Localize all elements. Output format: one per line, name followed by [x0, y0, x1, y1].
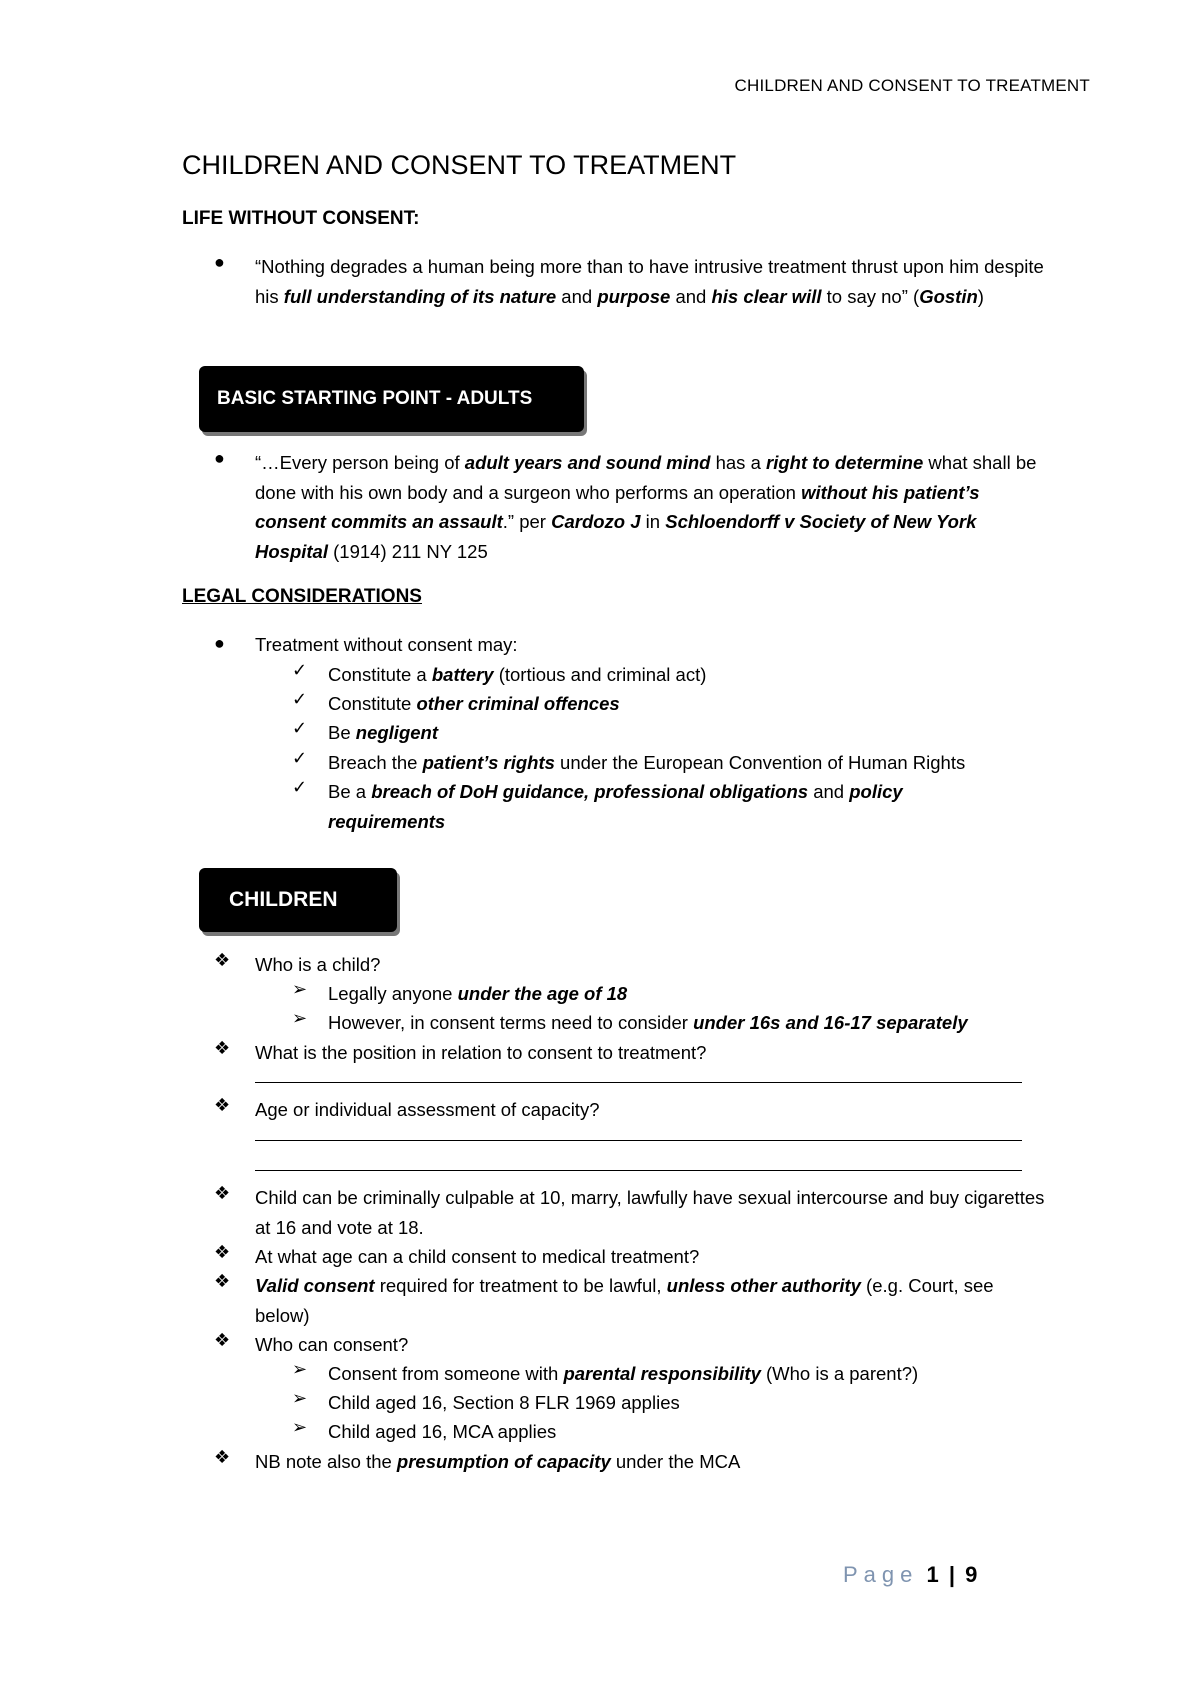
arrow-bullet-icon: ➢ [292, 1417, 308, 1437]
answer-line [255, 1170, 1022, 1171]
diamond-bullet-icon: ❖ [214, 1242, 231, 1262]
cardozo-quote: “…Every person being of adult years and sound mind has a right to determine what shall be done with his own body and a surgeon who performs an operation without his patient’s consent commits an assault.” per Cardozo J in Schloendorff v Society of New York Hospital (1914) 211 NY 125 [255, 452, 1037, 562]
page-label: Page [843, 1562, 919, 1587]
page-title: CHILDREN AND CONSENT TO TREATMENT [182, 150, 737, 180]
children-parental-responsibility: Consent from someone with parental responsibility (Who is a parent?) [328, 1363, 919, 1384]
arrow-bullet-icon: ➢ [292, 1388, 308, 1408]
diamond-bullet-icon: ❖ [214, 1447, 231, 1467]
diamond-bullet-icon: ❖ [214, 950, 231, 970]
legal-item-doh-guidance: Be a breach of DoH guidance, professional obligations and policy requirements [328, 781, 903, 832]
legal-item-battery: Constitute a battery (tortious and criminal act) [328, 664, 707, 685]
bullet-icon: ● [214, 252, 225, 272]
diamond-bullet-icon: ❖ [214, 1095, 231, 1115]
children-q-who-is-child: Who is a child? [255, 954, 381, 975]
diamond-bullet-icon: ❖ [214, 1271, 231, 1291]
children-criminally-culpable: Child can be criminally culpable at 10, marry, lawfully have sexual intercourse and buy cigarettes at 16 and vote at 18. [255, 1187, 1045, 1238]
children-flr-1969: Child aged 16, Section 8 FLR 1969 applies [328, 1392, 680, 1413]
children-q-what-age: At what age can a child consent to medical treatment? [255, 1246, 700, 1267]
page-separator: | [948, 1562, 958, 1587]
arrow-bullet-icon: ➢ [292, 979, 308, 999]
children-presumption-of-capacity: NB note also the presumption of capacity under the MCA [255, 1451, 741, 1472]
section-heading-life-without-consent: LIFE WITHOUT CONSENT: [182, 208, 420, 229]
diamond-bullet-icon: ❖ [214, 1183, 231, 1203]
checkmark-icon: ✓ [292, 660, 308, 680]
bullet-icon: ● [214, 633, 225, 653]
checkmark-icon: ✓ [292, 777, 308, 797]
diamond-bullet-icon: ❖ [214, 1330, 231, 1350]
arrow-bullet-icon: ➢ [292, 1359, 308, 1379]
legal-item-criminal-offences: Constitute other criminal offences [328, 693, 620, 714]
banner-basic-starting-point-adults: BASIC STARTING POINT - ADULTS [199, 366, 584, 432]
children-legally-under-18: Legally anyone under the age of 18 [328, 983, 628, 1004]
gostin-quote: “Nothing degrades a human being more than to have intrusive treatment thrust upon him despite his full understanding of its nature and purpose and his clear will to say no” (Gostin) [255, 256, 1044, 307]
legal-item-patients-rights: Breach the patient’s rights under the European Convention of Human Rights [328, 752, 966, 773]
children-q-position: What is the position in relation to consent to treatment? [255, 1042, 707, 1063]
page-footer [843, 1562, 979, 1588]
checkmark-icon: ✓ [292, 748, 308, 768]
children-consent-terms: However, in consent terms need to consider under 16s and 16-17 separately [328, 1012, 968, 1033]
banner-children: CHILDREN [199, 868, 397, 932]
page-total: 9 [965, 1562, 980, 1587]
legal-intro: Treatment without consent may: [255, 634, 518, 655]
running-header: CHILDREN AND CONSENT TO TREATMENT [734, 76, 1090, 95]
bullet-icon: ● [214, 448, 225, 468]
legal-item-negligent: Be negligent [328, 722, 439, 743]
answer-line [255, 1140, 1022, 1141]
children-mca-applies: Child aged 16, MCA applies [328, 1421, 557, 1442]
checkmark-icon: ✓ [292, 718, 308, 738]
checkmark-icon: ✓ [292, 689, 308, 709]
children-q-age-or-capacity: Age or individual assessment of capacity? [255, 1099, 600, 1120]
diamond-bullet-icon: ❖ [214, 1038, 231, 1058]
section-heading-legal-considerations: LEGAL CONSIDERATIONS [182, 586, 422, 607]
children-q-who-can-consent: Who can consent? [255, 1334, 409, 1355]
arrow-bullet-icon: ➢ [292, 1008, 308, 1028]
page-number: 1 [926, 1562, 941, 1587]
children-valid-consent: Valid consent required for treatment to be lawful, unless other authority (e.g. Court, see below) [255, 1275, 994, 1326]
answer-line [255, 1082, 1022, 1083]
